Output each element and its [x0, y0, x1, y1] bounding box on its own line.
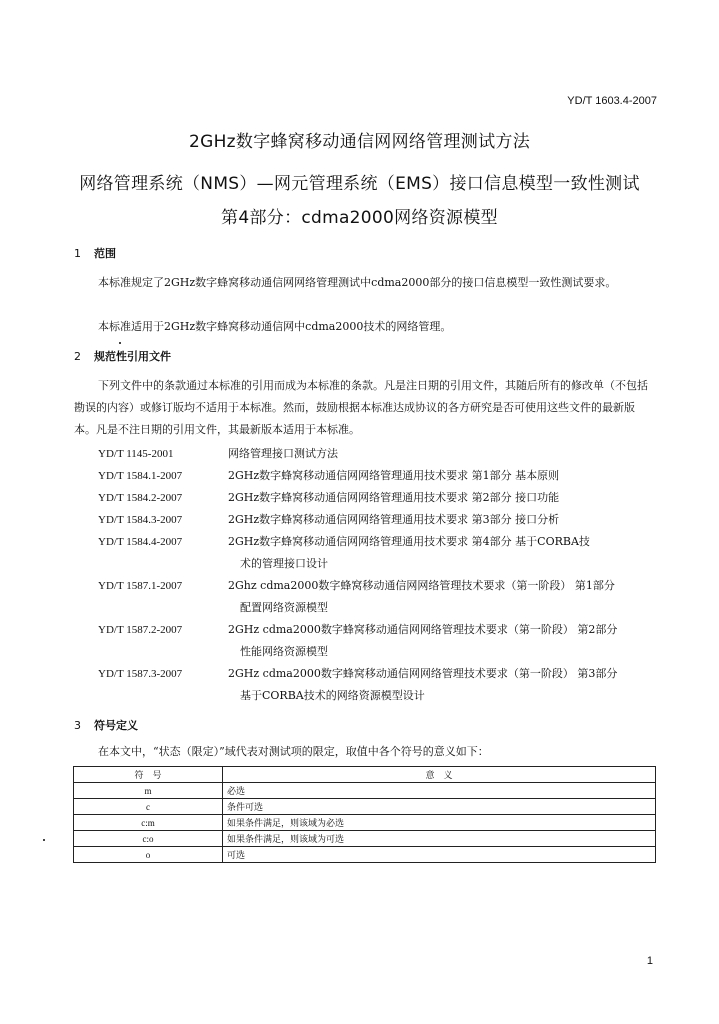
meaning-cell: 如果条件满足，则该域为必选 [223, 815, 656, 831]
table-row [74, 799, 656, 815]
reference-title [228, 531, 656, 575]
meaning-cell: 如果条件满足，则该域为可选 [223, 831, 656, 847]
reference-item [98, 509, 656, 531]
section-3-intro-text: 在本文中，“状态（限定）”域代表对测试项的限定，取值中各个符号的意义如下： [98, 745, 489, 758]
meaning-cell: 条件可选 [223, 799, 656, 815]
document-title-line2: 网络管理系统（NMS）—网元管理系统（EMS）接口信息模型一致性测试 [79, 174, 640, 194]
section-1-paragraph-2-text: 本标准适用于2GHz数字蜂窝移动通信网中cdma2000技术的网络管理。 [98, 320, 452, 333]
reference-code: YD/T 1587.3-2007 [98, 668, 183, 680]
reference-title-line2: 基于CORBA技术的网络资源模型设计 [240, 689, 425, 702]
section-2-number: 2 [74, 350, 81, 363]
document-title-line1: 2GHz数字蜂窝移动通信网网络管理测试方法 [189, 132, 530, 152]
reference-title [228, 619, 656, 663]
table-row [74, 783, 656, 799]
scan-speck [119, 342, 121, 344]
reference-item [98, 575, 656, 619]
standard-number: YD/T 1603.4-2007 [567, 95, 657, 107]
reference-item [98, 663, 656, 707]
section-1-paragraph-1-text: 本标准规定了2GHz数字蜂窝移动通信网网络管理测试中cdma2000部分的接口信息模型一致性测试要求。 [98, 276, 617, 289]
symbol-cell: c [74, 799, 223, 815]
reference-item [98, 531, 656, 575]
symbol-cell: c:o [74, 831, 223, 847]
reference-title-line1: 2GHz数字蜂窝移动通信网网络管理通用技术要求 第4部分 基于CORBA技 [228, 535, 590, 548]
reference-item [98, 465, 656, 487]
reference-code: YD/T 1584.2-2007 [98, 492, 183, 504]
section-1-title: 范围 [94, 247, 116, 260]
section-3-title: 符号定义 [94, 719, 138, 732]
symbol-cell: m [74, 783, 223, 799]
section-2-paragraph-text: 下列文件中的条款通过本标准的引用而成为本标准的条款。凡是注日期的引用文件，其随后所有的修改单（不包括勘误的内容）或修订版均不适用于本标准。然而，鼓励根据本标准达成协议的各方研究是否可使用这些文件的最新版本。凡是不注日期的引用文件，其最新版本适用于本标准。 [74, 379, 648, 436]
meaning-cell: 可选 [223, 847, 656, 863]
symbol-definition-table [73, 766, 656, 863]
reference-code: YD/T 1584.3-2007 [98, 514, 183, 526]
reference-title [228, 663, 656, 707]
normative-references-list [98, 443, 656, 707]
reference-title-line2: 配置网络资源模型 [240, 601, 328, 614]
section-2-title: 规范性引用文件 [94, 350, 171, 363]
meaning-cell: 必选 [223, 783, 656, 799]
section-3-heading [74, 717, 138, 733]
page-number: 1 [646, 955, 653, 967]
reference-code: YD/T 1584.1-2007 [98, 470, 183, 482]
section-2-heading [74, 348, 171, 364]
reference-title-line1: 2GHz cdma2000数字蜂窝移动通信网网络管理技术要求（第一阶段） 第3部分 [228, 667, 618, 680]
reference-title: 2GHz数字蜂窝移动通信网网络管理通用技术要求 第3部分 接口分析 [228, 513, 560, 526]
table-header-row [74, 767, 656, 783]
section-1-number: 1 [74, 247, 81, 260]
table-header-symbol: 符 号 [74, 767, 223, 783]
table-row [74, 815, 656, 831]
reference-title: 2GHz数字蜂窝移动通信网网络管理通用技术要求 第2部分 接口功能 [228, 491, 560, 504]
reference-code: YD/T 1587.2-2007 [98, 624, 183, 636]
section-1-paragraph-1 [74, 272, 656, 294]
reference-title-line2: 性能网络资源模型 [240, 645, 328, 658]
reference-code: YD/T 1145-2001 [98, 448, 174, 460]
section-1-paragraph-2 [74, 316, 656, 338]
reference-item [98, 619, 656, 663]
section-3-intro [74, 743, 656, 761]
reference-title: 网络管理接口测试方法 [228, 447, 338, 460]
reference-item [98, 487, 656, 509]
symbol-cell: o [74, 847, 223, 863]
table-header-meaning: 意 义 [223, 767, 656, 783]
reference-title-line2: 术的管理接口设计 [240, 557, 328, 570]
reference-title [228, 575, 656, 619]
table-row [74, 847, 656, 863]
reference-code: YD/T 1587.1-2007 [98, 580, 183, 592]
reference-code: YD/T 1584.4-2007 [98, 536, 183, 548]
scan-speck [43, 839, 45, 841]
reference-title-line1: 2GHz cdma2000数字蜂窝移动通信网网络管理技术要求（第一阶段） 第2部分 [228, 623, 618, 636]
section-2-paragraph [74, 375, 656, 441]
reference-item [98, 443, 656, 465]
document-title-line3: 第4部分：cdma2000网络资源模型 [221, 208, 498, 228]
reference-title: 2GHz数字蜂窝移动通信网网络管理通用技术要求 第1部分 基本原则 [228, 469, 560, 482]
table-row [74, 831, 656, 847]
reference-title-line1: 2Ghz cdma2000数字蜂窝移动通信网网络管理技术要求（第一阶段） 第1部分 [228, 579, 615, 592]
section-1-heading [74, 245, 116, 261]
section-3-number: 3 [74, 719, 81, 732]
symbol-cell: c:m [74, 815, 223, 831]
